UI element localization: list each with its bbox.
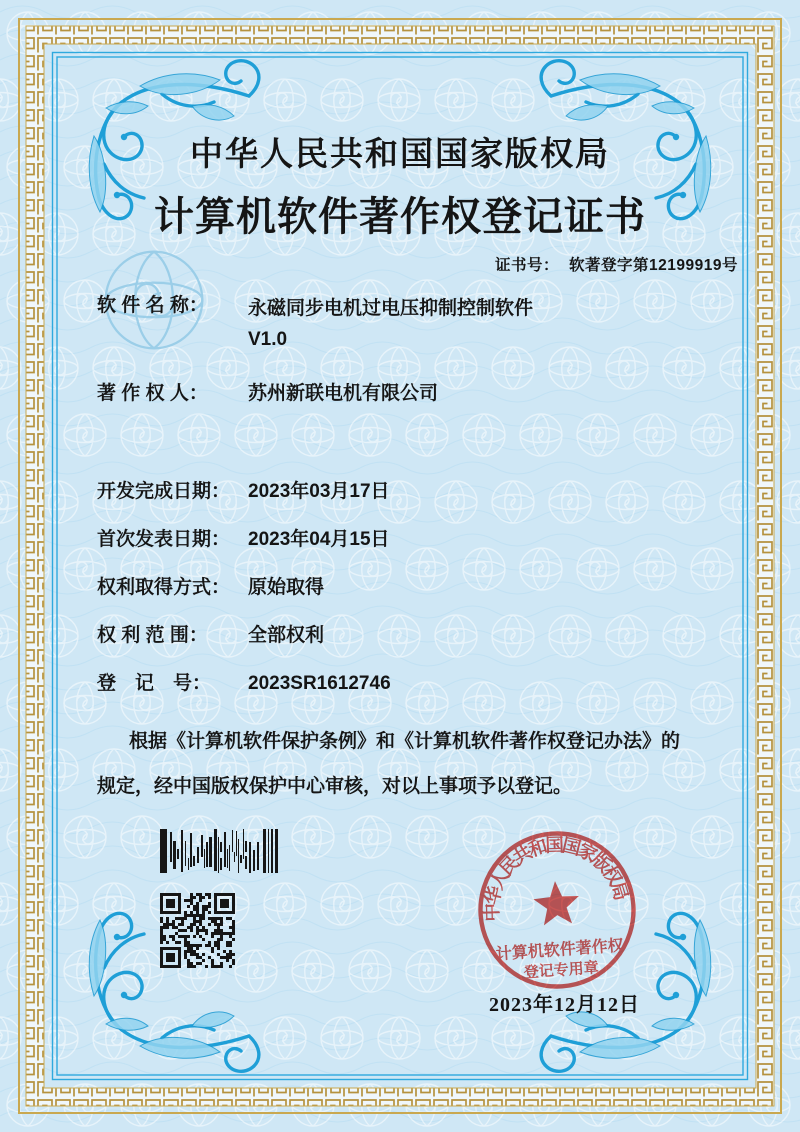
- statement-line-2: 规定，经中国版权保护中心审核，对以上事项予以登记。: [97, 776, 573, 797]
- registration-statement: [97, 719, 745, 809]
- issue-date: 2023年12月12日: [489, 994, 640, 1016]
- first-publish-date-value: 2023年04月15日: [248, 529, 390, 550]
- first-publish-date-label: 首次发表日期：: [97, 529, 231, 550]
- certificate-number-label: 证书号：: [495, 257, 560, 274]
- seal-caption-line2: 登记专用章: [523, 960, 600, 982]
- copyright-owner-label: 著 作 权 人：: [97, 383, 208, 404]
- statement-line-1: 根据《计算机软件保护条例》和《计算机软件著作权登记办法》的: [129, 731, 681, 752]
- right-scope-value: 全部权利: [248, 625, 325, 646]
- star-icon: [532, 879, 581, 925]
- copyright-owner-value: 苏州新联电机有限公司: [248, 383, 439, 404]
- field-registration-no: [97, 671, 391, 697]
- official-seal: [466, 819, 647, 1000]
- software-version: V1.0: [248, 329, 288, 350]
- seal-ring-text: 中华人民共和国国家版权局: [482, 836, 631, 922]
- software-name-value: 永磁同步电机过电压抑制控制软件 V1.0: [248, 298, 534, 350]
- certificate-number-value: 软著登字第12199919号: [569, 257, 738, 274]
- dev-complete-date-value: 2023年03月17日: [248, 481, 390, 502]
- certificate-title: 计算机软件著作权登记证书: [154, 194, 646, 239]
- field-software-name: [97, 293, 533, 355]
- barcode: [160, 829, 278, 873]
- certificate-number: [495, 253, 738, 275]
- registration-no-label: 登 记 号：: [97, 673, 212, 694]
- software-name-label: 软 件 名 称：: [97, 295, 208, 316]
- right-scope-label: 权 利 范 围：: [97, 625, 208, 646]
- field-first-publish-date: [97, 527, 390, 553]
- seal-caption-line1: 计算机软件著作权: [495, 937, 625, 964]
- dev-complete-date-label: 开发完成日期：: [97, 481, 231, 502]
- authority-name: 中华人民共和国国家版权局: [190, 137, 610, 173]
- field-dev-complete-date: [97, 479, 390, 505]
- field-right-scope: [97, 623, 324, 649]
- right-acquisition-label: 权利取得方式：: [97, 577, 231, 598]
- registration-no-value: 2023SR1612746: [248, 673, 391, 694]
- qr-code: [160, 893, 235, 968]
- right-acquisition-value: 原始取得: [248, 577, 325, 598]
- field-copyright-owner: [97, 381, 438, 407]
- field-right-acquisition: [97, 575, 324, 601]
